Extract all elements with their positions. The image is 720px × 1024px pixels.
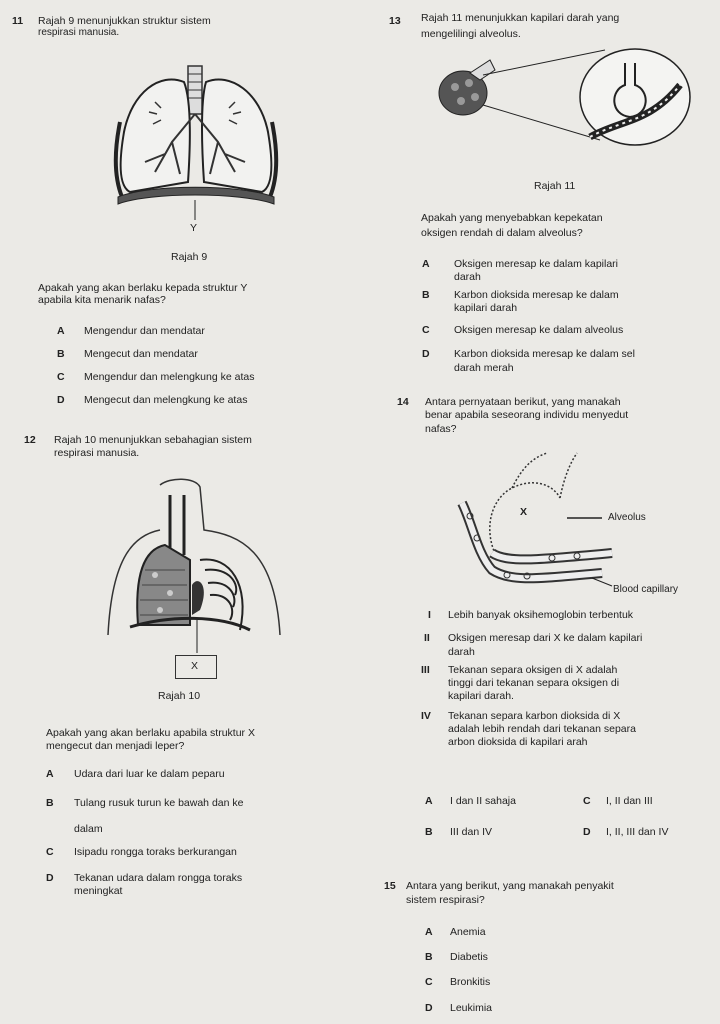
- label-x: X: [191, 660, 199, 672]
- option-letter: A: [46, 768, 54, 780]
- label-x: X: [520, 506, 528, 518]
- option-text: Tulang rusuk turun ke bawah dan ke: [74, 797, 244, 809]
- option-text: Isipadu rongga toraks berkurangan: [74, 846, 237, 858]
- statement-text: darah: [448, 646, 475, 658]
- question-stem: nafas?: [425, 423, 457, 435]
- statement-text: adalah lebih rendah dari tekanan separa: [448, 723, 636, 735]
- option-text: I, II dan III: [606, 795, 653, 807]
- question-stem: benar apabila seseorang individu menyedut: [425, 409, 629, 421]
- statement-roman: II: [424, 632, 430, 644]
- question-stem: mengelilingi alveolus.: [421, 28, 521, 40]
- question-text: oksigen rendah di dalam alveolus?: [421, 227, 583, 239]
- statement-text: Lebih banyak oksihemoglobin terbentuk: [448, 609, 634, 621]
- question-stem: Rajah 11 menunjukkan kapilari darah yang: [421, 12, 620, 24]
- option-text: Diabetis: [450, 951, 488, 963]
- option-text: Karbon dioksida meresap ke dalam sel: [454, 348, 635, 360]
- figure-caption: Rajah 11: [534, 180, 576, 192]
- statement-roman: III: [421, 664, 430, 676]
- question-stem: Antara pernyataan berikut, yang manakah: [425, 396, 621, 408]
- option-text: darah merah: [454, 362, 514, 374]
- statement-text: arbon dioksida di kapilari arah: [448, 736, 588, 748]
- figure-caption: Rajah 10: [158, 690, 201, 702]
- option-text: Mengecut dan mendatar: [84, 348, 198, 360]
- question-stem: Rajah 9 menunjukkan struktur sistem: [38, 15, 211, 27]
- question-stem: Rajah 10 menunjukkan sebahagian sistem: [54, 434, 252, 446]
- statement-roman: I: [428, 609, 431, 621]
- option-letter: A: [57, 325, 65, 337]
- option-text: Mengendur dan melengkung ke atas: [84, 371, 255, 383]
- option-letter: D: [46, 872, 54, 884]
- option-letter: B: [422, 289, 430, 301]
- option-letter: B: [425, 826, 433, 838]
- question-text: Apakah yang akan berlaku kepada struktur Y: [38, 282, 248, 294]
- option-letter: D: [57, 394, 65, 406]
- alveolus-diagram-icon: [425, 45, 700, 155]
- option-letter: B: [425, 951, 433, 963]
- option-text: III dan IV: [450, 826, 493, 838]
- capillary-diagram-icon: [452, 448, 622, 598]
- statement-text: Tekanan separa karbon dioksida di X: [448, 710, 621, 722]
- lungs-diagram-icon: [110, 62, 290, 222]
- statement-text: Oksigen meresap dari X ke dalam kapilari: [448, 632, 643, 644]
- question-number: 11: [12, 15, 24, 27]
- option-text: Oksigen meresap ke dalam alveolus: [454, 324, 624, 336]
- statement-text: kapilari darah.: [448, 690, 514, 702]
- option-text: I dan II sahaja: [450, 795, 516, 807]
- option-text: Karbon dioksida meresap ke dalam: [454, 289, 619, 301]
- thorax-diagram-icon: [100, 475, 290, 685]
- option-letter: C: [46, 846, 54, 858]
- question-text: Apakah yang menyebabkan kepekatan: [421, 212, 603, 224]
- option-letter: A: [425, 795, 433, 807]
- option-text: Mengecut dan melengkung ke atas: [84, 394, 248, 406]
- option-text: darah: [454, 271, 481, 283]
- option-letter: D: [583, 826, 591, 838]
- question-stem: Antara yang berikut, yang manakah penyakit: [406, 880, 614, 892]
- question-text: apabila kita menarik nafas?: [38, 294, 166, 306]
- option-text: Anemia: [450, 926, 486, 938]
- statement-roman: IV: [421, 710, 431, 722]
- statement-text: tinggi dari tekanan separa oksigen di: [448, 677, 620, 689]
- option-text: I, II, III dan IV: [606, 826, 669, 838]
- question-number: 13: [389, 15, 401, 27]
- option-text: Oksigen meresap ke dalam kapilari: [454, 258, 618, 270]
- label-alveolus: Alveolus: [608, 512, 646, 523]
- option-text: Bronkitis: [450, 976, 491, 988]
- question-number: 15: [384, 880, 396, 892]
- option-text: kapilari darah: [454, 302, 518, 314]
- question-stem: respirasi manusia.: [38, 27, 120, 38]
- option-letter: D: [422, 348, 430, 360]
- question-number: 12: [24, 434, 36, 446]
- option-text: meningkat: [74, 885, 123, 897]
- option-letter: C: [422, 324, 430, 336]
- option-text: Udara dari luar ke dalam peparu: [74, 768, 225, 780]
- option-text: dalam: [74, 823, 103, 835]
- option-letter: B: [57, 348, 65, 360]
- label-blood-capillary: Blood capillary: [613, 584, 679, 595]
- question-stem: respirasi manusia.: [54, 447, 140, 459]
- option-letter: B: [46, 797, 54, 809]
- option-text: Tekanan udara dalam rongga toraks: [74, 872, 243, 884]
- question-number: 14: [397, 396, 409, 408]
- option-letter: C: [57, 371, 65, 383]
- option-letter: A: [422, 258, 430, 270]
- question-text: mengecut dan menjadi leper?: [46, 740, 185, 752]
- figure-caption: Rajah 9: [171, 251, 208, 263]
- option-letter: C: [583, 795, 591, 807]
- question-stem: sistem respirasi?: [406, 894, 485, 906]
- question-text: Apakah yang akan berlaku apabila struktur X: [46, 727, 255, 739]
- option-text: Mengendur dan mendatar: [84, 325, 205, 337]
- option-letter: A: [425, 926, 433, 938]
- statement-text: Tekanan separa oksigen di X adalah: [448, 664, 618, 676]
- option-letter: D: [425, 1002, 433, 1014]
- label-y: Y: [190, 222, 198, 234]
- option-text: Leukimia: [450, 1002, 493, 1014]
- option-letter: C: [425, 976, 433, 988]
